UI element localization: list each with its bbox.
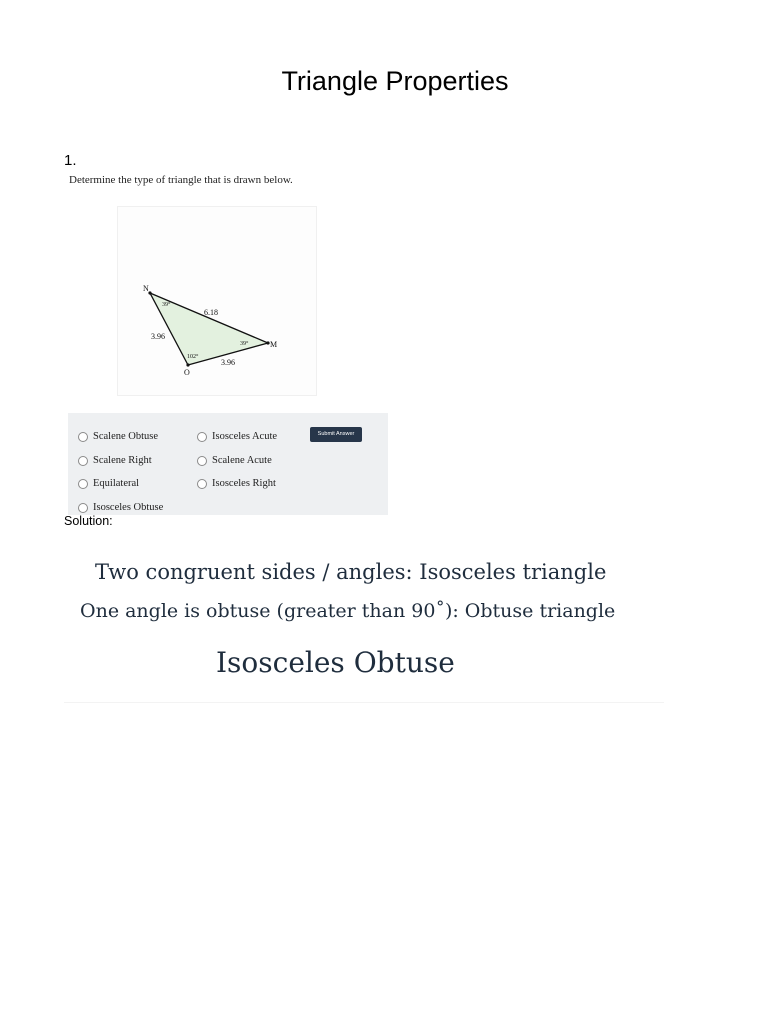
solution-line-obtuse: One angle is obtuse (greater than 90˚): Obtuse triangle: [80, 600, 616, 622]
choice-scalene-right[interactable]: [78, 455, 152, 466]
triangle-diagram: [118, 207, 316, 395]
choice-isosceles-acute[interactable]: [197, 431, 277, 442]
choice-label: Scalene Acute: [212, 455, 272, 466]
triangle-figure: [117, 206, 317, 396]
choice-label: Scalene Obtuse: [93, 431, 159, 442]
vertex-n-dot: [148, 291, 151, 294]
choice-label: Equilateral: [93, 478, 140, 489]
angle-n-label: 39°: [162, 302, 171, 308]
choice-label: Scalene Right: [93, 455, 152, 466]
choice-scalene-obtuse[interactable]: [78, 431, 158, 442]
radio-button[interactable]: [78, 456, 88, 466]
angle-o-label: 102°: [187, 354, 199, 360]
vertex-o-dot: [186, 363, 189, 366]
solution-label: Solution:: [64, 514, 113, 528]
vertex-o-label: O: [184, 368, 190, 377]
choice-scalene-acute[interactable]: [197, 455, 272, 466]
choice-isosceles-right[interactable]: [197, 478, 276, 489]
radio-button[interactable]: [197, 432, 207, 442]
radio-button[interactable]: [197, 479, 207, 489]
choice-label: Isosceles Right: [212, 478, 276, 489]
solution-answer: Isosceles Obtuse: [216, 646, 455, 679]
page-title: Triangle Properties: [281, 66, 509, 96]
question-prompt: Determine the type of triangle that is drawn below.: [69, 174, 293, 186]
choice-isosceles-obtuse[interactable]: [78, 502, 163, 513]
angle-m-label: 39°: [240, 341, 249, 347]
radio-button[interactable]: [78, 432, 88, 442]
radio-button[interactable]: [197, 456, 207, 466]
radio-button[interactable]: [78, 503, 88, 513]
solution-line-isosceles: Two congruent sides / angles: Isosceles triangle: [95, 560, 607, 584]
side-no-label: 3.96: [151, 332, 165, 341]
side-om-label: 3.96: [221, 358, 235, 367]
choice-equilateral[interactable]: [78, 478, 139, 489]
vertex-n-label: N: [143, 284, 149, 293]
answer-choices-panel: [68, 413, 388, 515]
submit-answer-button[interactable]: Submit Answer: [310, 427, 362, 442]
vertex-m-label: M: [270, 340, 278, 349]
question-number: 1.: [64, 152, 77, 169]
radio-button[interactable]: [78, 479, 88, 489]
choice-label: Isosceles Obtuse: [93, 502, 164, 513]
side-nm-label: 6.18: [204, 308, 218, 317]
choice-label: Isosceles Acute: [212, 431, 278, 442]
solution-box: [64, 540, 664, 703]
question-card: [64, 172, 388, 515]
